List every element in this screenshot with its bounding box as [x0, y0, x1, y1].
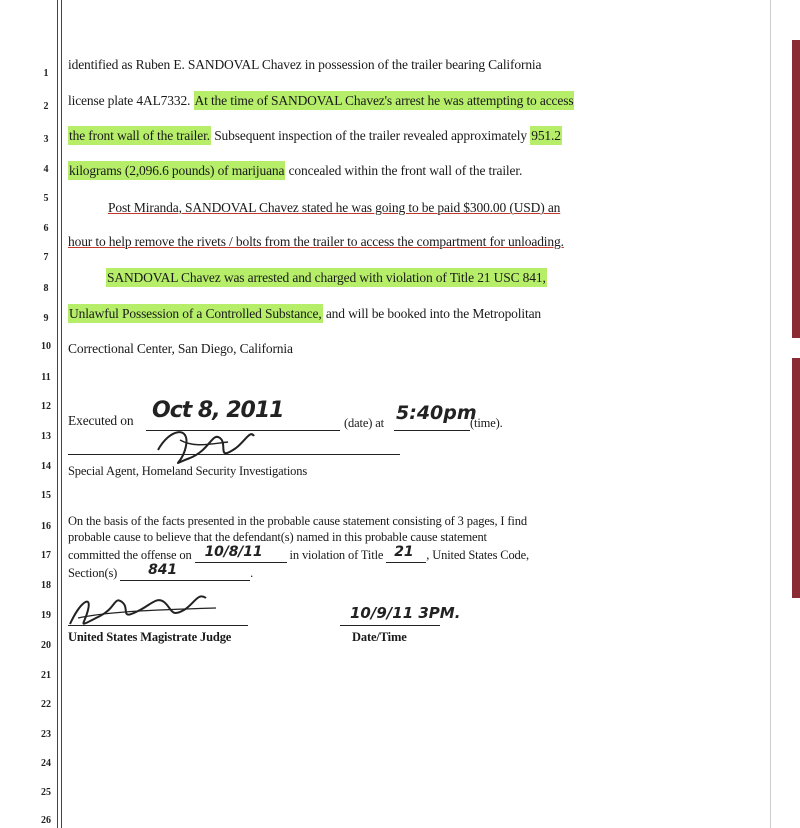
line-number: 6: [43, 223, 49, 234]
body-line-2: [68, 93, 574, 109]
section-blank: [120, 562, 250, 581]
highlighted-text: At the time of SANDOVAL Chavez's arrest he was attempting to access: [194, 93, 574, 108]
judge-signature-line: [68, 625, 248, 626]
agent-signature: [150, 418, 260, 470]
body-line-1: [68, 57, 541, 73]
right-edge-bar-lower: [792, 358, 800, 598]
line-number: 13: [41, 431, 51, 442]
body-line-4: [68, 163, 522, 179]
body-line-7: [106, 270, 547, 286]
probable-cause-line-3: [68, 544, 530, 563]
executed-prefix: Executed on: [68, 413, 134, 428]
title-label: in violation of Title: [289, 548, 384, 562]
judge-signature: [66, 588, 226, 630]
offense-date-handwritten: 10/8/11: [204, 544, 263, 560]
body-line-9: [68, 341, 293, 357]
right-margin-rule: [770, 0, 771, 828]
line-number: 18: [41, 580, 51, 591]
title-handwritten: 21: [394, 544, 414, 560]
line-number: 26: [41, 815, 51, 826]
line-number: 5: [43, 193, 49, 204]
offense-date-label: committed the offense on: [68, 548, 192, 562]
line-number: 2: [43, 101, 49, 112]
line-number: 16: [41, 521, 51, 532]
line-number: 24: [41, 758, 51, 769]
line-number: 17: [41, 550, 51, 561]
body-line-3: [68, 128, 562, 144]
title-blank: [386, 544, 426, 563]
executed-time-handwritten: 5:40pm: [396, 402, 477, 424]
body-text: Post Miranda, SANDOVAL Chavez stated he was going to be paid $300.00 (USD) an: [108, 200, 561, 215]
line-number: 4: [43, 164, 49, 175]
probable-cause-line-4: [68, 562, 254, 581]
highlighted-text: 951.2: [531, 128, 561, 143]
judge-title: United States Magistrate Judge: [68, 630, 232, 644]
line-number: 9: [43, 313, 49, 324]
section-period: .: [250, 566, 254, 580]
body-line-5: [108, 200, 560, 216]
line-number: 3: [43, 134, 49, 145]
body-text: and will be booked into the Metropolitan: [325, 306, 542, 321]
probable-cause-line-1: On the basis of the facts presented in the probable cause statement consisting of 3 pages, I find: [68, 514, 527, 528]
line-number: 11: [41, 372, 51, 383]
body-line-6: [68, 234, 564, 250]
judge-datetime-label: Date/Time: [352, 630, 407, 644]
executed-date-label: (date) at: [344, 416, 384, 430]
line-number: 20: [41, 640, 51, 651]
offense-date-blank: [195, 544, 287, 563]
line-number: 10: [41, 341, 51, 352]
executed-time-blank: [394, 430, 470, 431]
executed-time-label: (time).: [470, 416, 503, 430]
highlighted-text: the front wall of the trailer.: [69, 128, 210, 143]
body-text: Subsequent inspection of the trailer revealed approximately: [214, 128, 527, 143]
agent-title: Special Agent, Homeland Security Investigations: [68, 464, 308, 478]
section-handwritten: 841: [148, 562, 177, 578]
highlighted-text: kilograms (2,096.6 pounds) of marijuana: [69, 163, 285, 178]
body-text: hour to help remove the rivets / bolts from the trailer to access the compartment for unloading.: [68, 234, 564, 249]
agent-signature-line: [68, 454, 400, 455]
line-number: 1: [43, 68, 49, 79]
line-number: 7: [43, 252, 49, 263]
right-edge-bar: [792, 40, 800, 338]
left-margin-rule-2: [61, 0, 62, 828]
left-margin-rule-1: [57, 0, 58, 828]
body-text: license plate 4AL7332.: [68, 93, 191, 108]
line-number: 22: [41, 699, 51, 710]
line-number: 19: [41, 610, 51, 621]
probable-cause-line-2: probable cause to believe that the defendant(s) named in this probable cause statement: [68, 530, 487, 544]
line-number: 23: [41, 729, 51, 740]
body-text: Correctional Center, San Diego, California: [68, 341, 293, 356]
usc-label: , United States Code,: [426, 548, 530, 562]
line-number: 12: [41, 401, 51, 412]
highlighted-text: SANDOVAL Chavez was arrested and charged with violation of Title 21 USC 841,: [107, 270, 546, 285]
judge-datetime-handwritten: 10/9/11 3PM.: [350, 604, 461, 622]
body-line-8: [68, 306, 541, 322]
line-number: 15: [41, 490, 51, 501]
judge-datetime-line: [340, 625, 440, 626]
line-number: 8: [43, 283, 49, 294]
line-number: 14: [41, 461, 51, 472]
body-text: concealed within the front wall of the trailer.: [288, 163, 523, 178]
executed-line: [68, 413, 133, 429]
highlighted-text: Unlawful Possession of a Controlled Substance,: [69, 306, 322, 321]
line-number: 21: [41, 670, 51, 681]
line-number: 25: [41, 787, 51, 798]
executed-date-handwritten: Oct 8, 2011: [152, 398, 284, 423]
section-label: Section(s): [68, 566, 118, 580]
body-text: identified as Ruben E. SANDOVAL Chavez in possession of the trailer bearing California: [68, 57, 542, 72]
